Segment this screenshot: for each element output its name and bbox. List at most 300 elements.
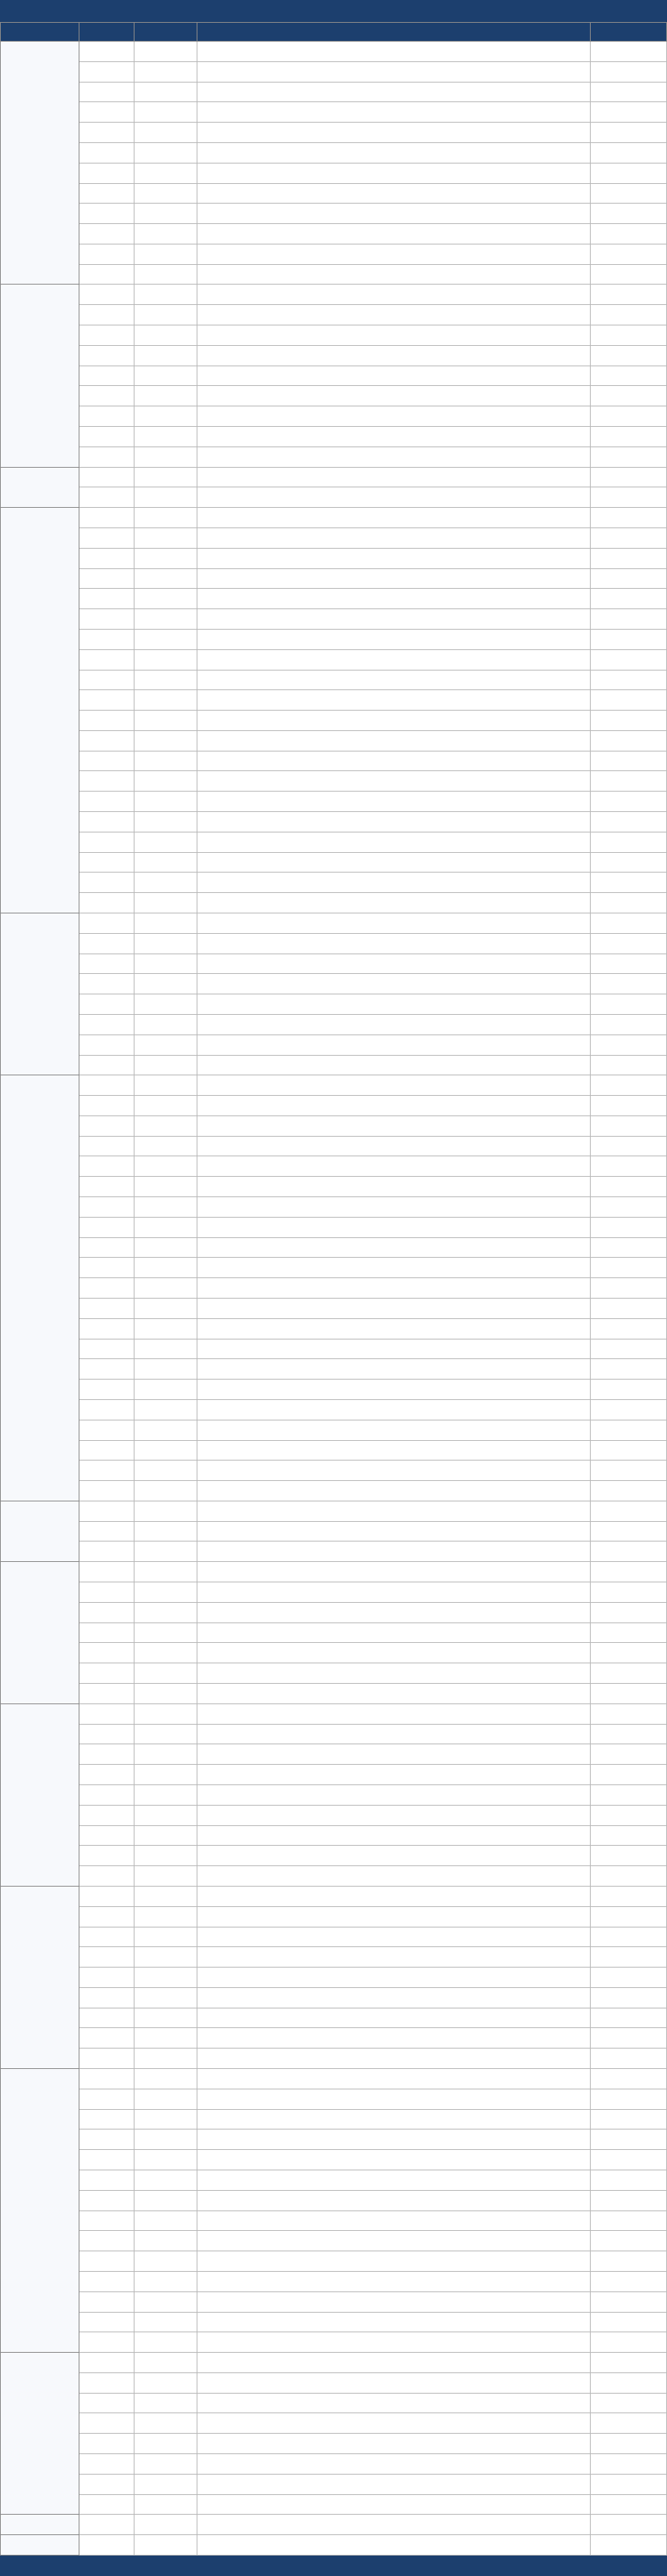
city-cell xyxy=(79,1420,135,1441)
days-cell xyxy=(591,1075,667,1096)
region-cell xyxy=(1,1501,79,1562)
status-cell xyxy=(197,1785,591,1806)
status-cell xyxy=(197,1056,591,1076)
region-cell xyxy=(1,42,79,285)
status-cell xyxy=(197,1319,591,1339)
region-cell xyxy=(1,2535,79,2556)
status-cell xyxy=(197,2069,591,2089)
mill-cell xyxy=(135,346,197,366)
city-cell xyxy=(79,1927,135,1948)
city-cell xyxy=(79,2231,135,2251)
mill-cell xyxy=(135,2130,197,2150)
city-cell xyxy=(79,650,135,671)
days-cell xyxy=(591,1663,667,1684)
mill-cell xyxy=(135,1725,197,1745)
city-cell xyxy=(79,1177,135,1197)
region-cell xyxy=(1,2353,79,2515)
days-cell xyxy=(591,1359,667,1380)
city-cell xyxy=(79,427,135,447)
days-cell xyxy=(591,1501,667,1522)
status-cell xyxy=(197,224,591,244)
days-cell xyxy=(591,792,667,812)
city-cell xyxy=(79,1096,135,1116)
city-cell xyxy=(79,2272,135,2292)
days-cell xyxy=(591,974,667,994)
days-cell xyxy=(591,893,667,913)
status-cell xyxy=(197,2535,591,2556)
status-cell xyxy=(197,1887,591,1907)
status-cell xyxy=(197,285,591,305)
column-header-mill xyxy=(135,23,197,42)
status-cell xyxy=(197,447,591,468)
source-note xyxy=(0,2556,667,2576)
mill-cell xyxy=(135,711,197,731)
mill-cell xyxy=(135,123,197,143)
status-cell xyxy=(197,1258,591,1278)
status-cell xyxy=(197,1441,591,1461)
mill-cell xyxy=(135,2150,197,2170)
status-cell xyxy=(197,1846,591,1866)
city-cell xyxy=(79,224,135,244)
city-cell xyxy=(79,346,135,366)
days-cell xyxy=(591,2089,667,2110)
days-cell xyxy=(591,994,667,1015)
city-cell xyxy=(79,406,135,427)
city-cell xyxy=(79,711,135,731)
status-cell xyxy=(197,2231,591,2251)
city-cell xyxy=(79,1785,135,1806)
mill-cell xyxy=(135,1826,197,1847)
status-cell xyxy=(197,184,591,204)
city-cell xyxy=(79,1643,135,1663)
mill-cell xyxy=(135,2231,197,2251)
days-cell xyxy=(591,1339,667,1360)
status-cell xyxy=(197,1481,591,1501)
days-cell xyxy=(591,528,667,549)
days-cell xyxy=(591,305,667,325)
status-cell xyxy=(197,386,591,406)
days-cell xyxy=(591,2332,667,2353)
days-cell xyxy=(591,406,667,427)
mill-cell xyxy=(135,1075,197,1096)
days-cell xyxy=(591,1238,667,1259)
mill-cell xyxy=(135,1319,197,1339)
days-cell xyxy=(591,62,667,83)
city-cell xyxy=(79,1582,135,1603)
city-cell xyxy=(79,1075,135,1096)
mill-cell xyxy=(135,1238,197,1259)
city-cell xyxy=(79,2313,135,2333)
mill-cell xyxy=(135,2515,197,2535)
mill-cell xyxy=(135,2413,197,2434)
status-cell xyxy=(197,143,591,164)
mill-cell xyxy=(135,2049,197,2069)
mill-cell xyxy=(135,853,197,873)
mill-cell xyxy=(135,913,197,934)
city-cell xyxy=(79,994,135,1015)
days-cell xyxy=(591,1299,667,1319)
status-cell xyxy=(197,1359,591,1380)
days-cell xyxy=(591,1156,667,1177)
status-cell xyxy=(197,630,591,650)
days-cell xyxy=(591,1744,667,1765)
mill-cell xyxy=(135,1258,197,1278)
days-cell xyxy=(591,1806,667,1826)
status-cell xyxy=(197,508,591,528)
days-cell xyxy=(591,427,667,447)
status-cell xyxy=(197,2454,591,2475)
status-cell xyxy=(197,164,591,184)
days-cell xyxy=(591,42,667,62)
days-cell xyxy=(591,2110,667,2130)
days-cell xyxy=(591,2130,667,2150)
days-cell xyxy=(591,325,667,346)
city-cell xyxy=(79,487,135,508)
days-cell xyxy=(591,2454,667,2475)
mill-cell xyxy=(135,1927,197,1948)
status-cell xyxy=(197,1866,591,1887)
city-cell xyxy=(79,1481,135,1501)
days-cell xyxy=(591,671,667,691)
status-cell xyxy=(197,2170,591,2191)
days-cell xyxy=(591,2069,667,2089)
mill-cell xyxy=(135,2292,197,2313)
status-cell xyxy=(197,650,591,671)
days-cell xyxy=(591,1866,667,1887)
mill-cell xyxy=(135,1522,197,1542)
status-cell xyxy=(197,406,591,427)
city-cell xyxy=(79,447,135,468)
days-cell xyxy=(591,1197,667,1218)
city-cell xyxy=(79,2251,135,2272)
days-cell xyxy=(591,1420,667,1441)
mill-cell xyxy=(135,1806,197,1826)
mill-cell xyxy=(135,1056,197,1076)
status-cell xyxy=(197,1015,591,1035)
days-cell xyxy=(591,1765,667,1785)
city-cell xyxy=(79,2191,135,2211)
city-cell xyxy=(79,2434,135,2454)
mill-cell xyxy=(135,468,197,488)
mill-cell xyxy=(135,1299,197,1319)
status-cell xyxy=(197,366,591,387)
status-cell xyxy=(197,427,591,447)
mill-cell xyxy=(135,2272,197,2292)
days-cell xyxy=(591,1137,667,1157)
city-cell xyxy=(79,549,135,569)
status-cell xyxy=(197,62,591,83)
status-cell xyxy=(197,2475,591,2495)
status-cell xyxy=(197,934,591,954)
city-cell xyxy=(79,1359,135,1380)
days-cell xyxy=(591,2515,667,2535)
city-cell xyxy=(79,1238,135,1259)
city-cell xyxy=(79,771,135,792)
mill-cell xyxy=(135,508,197,528)
mill-cell xyxy=(135,1704,197,1725)
mill-cell xyxy=(135,1015,197,1035)
mill-cell xyxy=(135,1846,197,1866)
city-cell xyxy=(79,143,135,164)
mill-cell xyxy=(135,812,197,832)
days-cell xyxy=(591,1441,667,1461)
city-cell xyxy=(79,204,135,224)
mill-cell xyxy=(135,934,197,954)
days-cell xyxy=(591,2535,667,2556)
region-cell xyxy=(1,1704,79,1887)
days-cell xyxy=(591,1643,667,1663)
mill-cell xyxy=(135,569,197,590)
days-cell xyxy=(591,2413,667,2434)
days-cell xyxy=(591,1603,667,1623)
city-cell xyxy=(79,305,135,325)
city-cell xyxy=(79,589,135,609)
days-cell xyxy=(591,123,667,143)
city-cell xyxy=(79,2332,135,2353)
days-cell xyxy=(591,1968,667,1988)
mill-cell xyxy=(135,2170,197,2191)
city-cell xyxy=(79,1156,135,1177)
days-cell xyxy=(591,711,667,731)
status-cell xyxy=(197,1278,591,1299)
mill-cell xyxy=(135,62,197,83)
city-cell xyxy=(79,1744,135,1765)
region-cell xyxy=(1,2515,79,2535)
city-cell xyxy=(79,468,135,488)
status-cell xyxy=(197,1663,591,1684)
days-cell xyxy=(591,1218,667,1238)
status-cell xyxy=(197,1907,591,1927)
mill-cell xyxy=(135,2373,197,2394)
mill-cell xyxy=(135,974,197,994)
mill-cell xyxy=(135,1278,197,1299)
days-cell xyxy=(591,2028,667,2049)
city-cell xyxy=(79,974,135,994)
mill-cell xyxy=(135,2535,197,2556)
status-cell xyxy=(197,468,591,488)
days-cell xyxy=(591,265,667,285)
days-cell xyxy=(591,2353,667,2373)
mill-cell xyxy=(135,1339,197,1360)
days-cell xyxy=(591,83,667,103)
days-cell xyxy=(591,751,667,772)
city-cell xyxy=(79,1542,135,1562)
city-cell xyxy=(79,792,135,812)
days-cell xyxy=(591,1116,667,1137)
mill-cell xyxy=(135,1481,197,1501)
status-cell xyxy=(197,204,591,224)
mill-cell xyxy=(135,1947,197,1968)
status-cell xyxy=(197,1501,591,1522)
status-cell xyxy=(197,1927,591,1948)
status-cell xyxy=(197,1380,591,1400)
days-cell xyxy=(591,731,667,751)
status-cell xyxy=(197,1643,591,1663)
region-cell xyxy=(1,913,79,1075)
status-cell xyxy=(197,2495,591,2515)
column-header-status xyxy=(197,23,591,42)
city-cell xyxy=(79,873,135,893)
city-cell xyxy=(79,508,135,528)
status-cell xyxy=(197,346,591,366)
status-cell xyxy=(197,2251,591,2272)
city-cell xyxy=(79,812,135,832)
status-cell xyxy=(197,2292,591,2313)
status-cell xyxy=(197,2394,591,2414)
mill-cell xyxy=(135,2434,197,2454)
days-cell xyxy=(591,1177,667,1197)
days-cell xyxy=(591,2292,667,2313)
status-cell xyxy=(197,1177,591,1197)
status-cell xyxy=(197,1137,591,1157)
city-cell xyxy=(79,609,135,630)
status-cell xyxy=(197,1339,591,1360)
mill-cell xyxy=(135,731,197,751)
status-cell xyxy=(197,873,591,893)
status-cell xyxy=(197,2028,591,2049)
city-cell xyxy=(79,2353,135,2373)
days-cell xyxy=(591,204,667,224)
city-cell xyxy=(79,1603,135,1623)
city-cell xyxy=(79,1968,135,1988)
city-cell xyxy=(79,1197,135,1218)
status-cell xyxy=(197,832,591,853)
status-cell xyxy=(197,954,591,975)
mill-cell xyxy=(135,83,197,103)
mill-cell xyxy=(135,2394,197,2414)
city-cell xyxy=(79,366,135,387)
mill-cell xyxy=(135,954,197,975)
mill-cell xyxy=(135,265,197,285)
days-cell xyxy=(591,366,667,387)
region-cell xyxy=(1,508,79,913)
days-cell xyxy=(591,487,667,508)
city-cell xyxy=(79,731,135,751)
mill-cell xyxy=(135,1603,197,1623)
city-cell xyxy=(79,913,135,934)
city-cell xyxy=(79,1380,135,1400)
mill-cell xyxy=(135,1501,197,1522)
mill-cell xyxy=(135,1785,197,1806)
days-cell xyxy=(591,1887,667,1907)
status-cell xyxy=(197,2089,591,2110)
status-cell xyxy=(197,1218,591,1238)
city-cell xyxy=(79,2475,135,2495)
status-cell xyxy=(197,2008,591,2029)
city-cell xyxy=(79,1461,135,1481)
city-cell xyxy=(79,690,135,711)
status-cell xyxy=(197,2049,591,2069)
mill-cell xyxy=(135,1197,197,1218)
status-cell xyxy=(197,123,591,143)
status-cell xyxy=(197,2313,591,2333)
city-cell xyxy=(79,123,135,143)
city-cell xyxy=(79,2413,135,2434)
mill-cell xyxy=(135,487,197,508)
days-cell xyxy=(591,1684,667,1704)
city-cell xyxy=(79,1116,135,1137)
city-cell xyxy=(79,164,135,184)
status-cell xyxy=(197,569,591,590)
status-cell xyxy=(197,1947,591,1968)
days-cell xyxy=(591,1927,667,1948)
days-cell xyxy=(591,164,667,184)
status-cell xyxy=(197,589,591,609)
column-header-city xyxy=(79,23,135,42)
mill-cell xyxy=(135,1907,197,1927)
mill-cell xyxy=(135,671,197,691)
city-cell xyxy=(79,1299,135,1319)
city-cell xyxy=(79,83,135,103)
city-cell xyxy=(79,1137,135,1157)
mill-cell xyxy=(135,325,197,346)
sheet-title xyxy=(0,0,667,22)
city-cell xyxy=(79,184,135,204)
city-cell xyxy=(79,2089,135,2110)
city-cell xyxy=(79,954,135,975)
status-cell xyxy=(197,974,591,994)
city-cell xyxy=(79,2008,135,2029)
status-cell xyxy=(197,325,591,346)
mill-cell xyxy=(135,1663,197,1684)
city-cell xyxy=(79,62,135,83)
city-cell xyxy=(79,2110,135,2130)
mill-cell xyxy=(135,1420,197,1441)
days-cell xyxy=(591,2191,667,2211)
status-cell xyxy=(197,771,591,792)
city-cell xyxy=(79,2170,135,2191)
days-cell xyxy=(591,285,667,305)
status-cell xyxy=(197,731,591,751)
status-cell xyxy=(197,1400,591,1420)
status-cell xyxy=(197,2515,591,2535)
mill-cell xyxy=(135,2069,197,2089)
mill-cell xyxy=(135,2454,197,2475)
days-cell xyxy=(591,1542,667,1562)
status-cell xyxy=(197,690,591,711)
region-cell xyxy=(1,468,79,509)
days-cell xyxy=(591,1725,667,1745)
mill-cell xyxy=(135,164,197,184)
mill-cell xyxy=(135,1562,197,1582)
days-cell xyxy=(591,2211,667,2232)
column-header-region xyxy=(1,23,79,42)
mill-cell xyxy=(135,1866,197,1887)
mill-cell xyxy=(135,1218,197,1238)
city-cell xyxy=(79,934,135,954)
days-cell xyxy=(591,1947,667,1968)
days-cell xyxy=(591,2373,667,2394)
status-cell xyxy=(197,83,591,103)
mill-cell xyxy=(135,244,197,265)
city-cell xyxy=(79,1278,135,1299)
mill-cell xyxy=(135,1582,197,1603)
city-cell xyxy=(79,2049,135,2069)
mill-cell xyxy=(135,1035,197,1056)
status-cell xyxy=(197,2353,591,2373)
days-cell xyxy=(591,2170,667,2191)
status-cell xyxy=(197,2211,591,2232)
status-cell xyxy=(197,549,591,569)
mill-cell xyxy=(135,204,197,224)
status-cell xyxy=(197,1603,591,1623)
status-cell xyxy=(197,609,591,630)
city-cell xyxy=(79,1866,135,1887)
days-cell xyxy=(591,468,667,488)
city-cell xyxy=(79,2535,135,2556)
status-cell xyxy=(197,1988,591,2008)
status-cell xyxy=(197,751,591,772)
